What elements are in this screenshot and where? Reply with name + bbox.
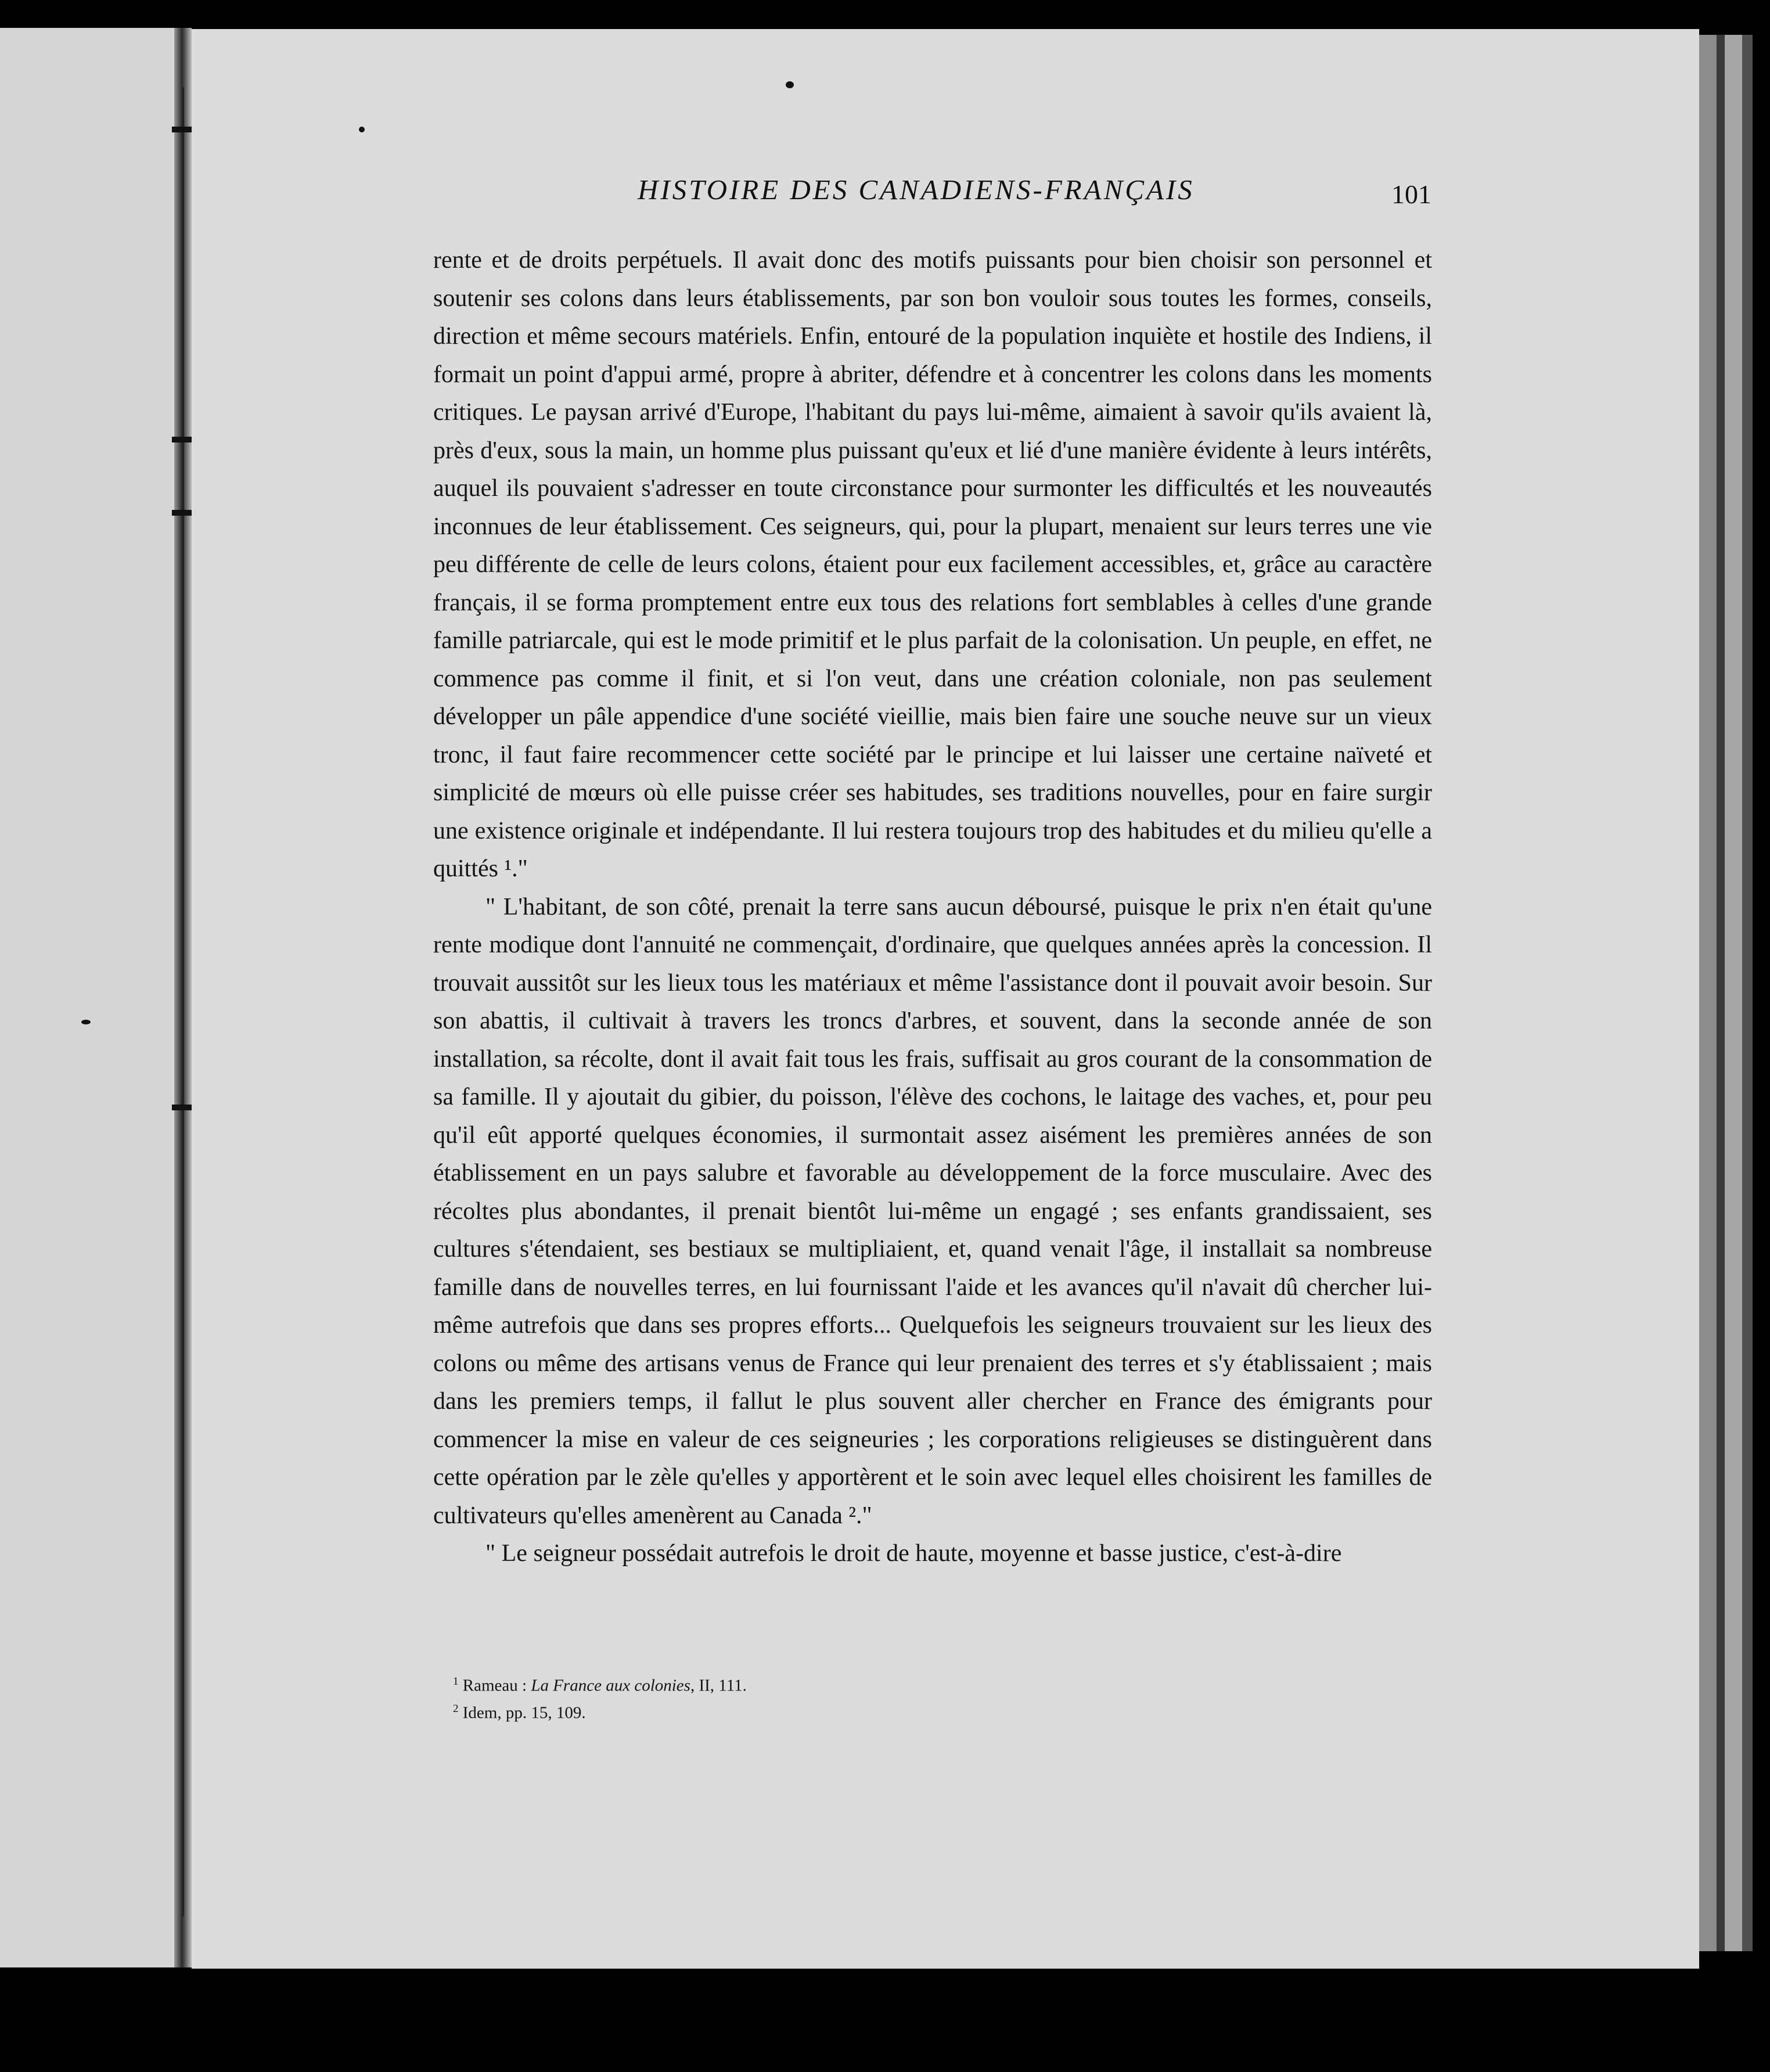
scan-speck [81,1020,91,1024]
footnote-title: La France aux colonies [531,1676,690,1695]
footnote [453,1697,1266,1725]
paragraph: rente et de droits perpétuels. Il avait donc des motifs puissants pour bien choisir son personnel et soutenir ses colons dans leurs établissements, par son bon vouloir sous toutes les formes, conseils, direction et même secours matériels. Enfin, entouré de la population inquiète et hostile des Indiens, il formait un point d'appui armé, propre à abriter, défendre et à concentrer les colons dans les moments critiques. Le paysan arrivé d'Europe, l'habitant du pays lui-même, aimaient à savoir qu'ils avaient là, près d'eux, sous la main, un homme plus puissant qu'eux et lié d'une manière évidente à leurs intérêts, auquel ils pouvaient s'adresser en toute circonstance pour surmonter les difficultés et les nouveautés inconnues de leur établissement. Ces seigneurs, qui, pour la plupart, menaient sur leurs terres une vie peu différente de celle de leurs colons, étaient pour eux facilement accessibles, et, grâce au caractère français, il se forma promptement entre eux tous des relations fort semblables à celles d'une grande famille patriarcale, qui est le mode primitif et le plus parfait de la colonisation. Un peuple, en effet, ne commence pas comme il finit, et si l'on veut, dans une création coloniale, non pas seulement développer un pâle appendice d'une société vieillie, mais bien faire une souche neuve sur un vieux tronc, il faut faire recommencer cette société par le principe et lui laisser une certaine naïveté et simplicité de mœurs où elle puisse créer ses habitudes, ses traditions nouvelles, pour en faire surgir une existence originale et indépendante. Il lui restera toujours trop des habitudes et du milieu qu'elle a quittés ¹." [433,247,1432,882]
footnote-prefix: Rameau : [462,1676,531,1695]
scan-speck [359,127,365,132]
page-stack-edge [1742,35,1753,1951]
running-title: HISTOIRE DES CANADIENS-FRANÇAIS [638,174,1195,206]
previous-page-edge [0,28,185,1967]
scan-speck [786,81,794,88]
footnote-prefix: Idem, pp. 15, 109. [462,1703,586,1722]
footnote-mark: 1 [453,1675,459,1688]
footnote [453,1670,1266,1697]
page-stack-edge [1725,35,1742,1951]
page-stack-edge [1699,35,1717,1951]
page-stack-edge [1717,35,1725,1951]
running-header [0,173,1770,220]
paragraph: " Le seigneur possédait autrefois le droit de haute, moyenne et basse justice, c'est-à-dire [485,1540,1342,1567]
footnote-mark: 2 [453,1702,459,1715]
page-number: 101 [1391,179,1431,209]
paragraph: " L'habitant, de son côté, prenait la terre sans aucun déboursé, puisque le prix n'en était qu'une rente modique dont l'annuité ne commençait, d'ordinaire, que quelques années après la concession. Il trouvait aussitôt sur les lieux tous les matériaux et même l'assistance dont il pouvait avoir besoin. Sur son abattis, il cultivait à travers les troncs d'arbres, et souvent, dans la seconde année de son installation, sa récolte, dont il avait fait tous les frais, suffisait au gros courant de la consommation de sa famille. Il y ajoutait du gibier, du poisson, l'élève des cochons, le laitage des vaches, et, pour peu qu'il eût apporté quelques économies, il surmontait assez aisément les premières années de son établissement en un pays salubre et favorable au développement de la force musculaire. Avec des récoltes plus abondantes, il prenait bientôt lui-même un engagé ; ses enfants grandissaient, ses cultures s'étendaient, ses bestiaux se multipliaient, et, quand venait l'âge, il installait sa nombreuse famille dans de nouvelles terres, en lui fournissant l'aide et les avances qu'il n'avait dû chercher lui-même autrefois que dans ses propres efforts... Quelquefois les seigneurs trouvaient sur les lieux des colons ou même des artisans venus de France qui leur prenaient des terres et s'y établissaient ; mais dans les premiers temps, il fallut le plus souvent aller chercher en France des émigrants pour commencer la mise en valeur de ces seigneuries ; les corporations religieuses se distinguèrent dans cette opération par le zèle qu'elles y apportèrent et le soin avec lequel elles choisirent les familles de cultivateurs qu'elles amenèrent au Canada ²." [433,893,1432,1529]
body-text [433,242,1432,1573]
footnotes [453,1670,1266,1724]
footnote-suffix: , II, 111. [690,1676,747,1695]
binding-thread [182,87,184,1916]
